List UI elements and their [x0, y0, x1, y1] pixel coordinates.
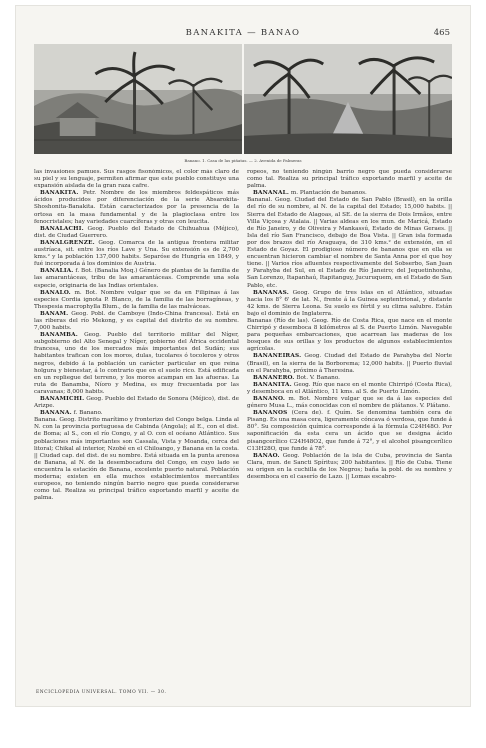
photo-strip [34, 44, 452, 154]
entry-headword: BANAKITA. [40, 190, 79, 197]
entry-headword: BANALO. [40, 289, 71, 296]
dictionary-entry [247, 318, 452, 353]
entry-text: Geog. Población de la isla de Cuba, provincia de Santa Clara, mun. de Sancti Spíritus; 200 habitantes. || Río de Cuba. Tiene su origen en la cuchilla de los Negros; baña la pobl. de su nombre y desemboca en el caserío de Lazo. || Lomas escabro- [247, 452, 452, 481]
dictionary-entry [34, 290, 239, 311]
article-body [34, 169, 452, 689]
entry-text: m. Plantación de bananos. [290, 190, 367, 197]
entry-text: Bananal. Geog. Ciudad del Estado de San Pablo (Brasil), en la orilla del río de su nombre, al N. de la capital del Estado; 15,000 habits. || Sierra del Estado de Alagoas, al SE. de la sierra de Dois Irmãos, entre Villa Viçosa y Atalaia. || Varias aldeas en los mun. de Maricá, Estado de Río Janeiro, y de Oliveira y Mankassú, Estado de Minas Geraes. || Isla del río San Francisco, debajo de Boa Vista. || Gran isla formada por dos brazos del río Araguaya, de 310 kms.² de extensión, en el Estado de Goyaz. El prodigioso número de bananos que en ella se encuentran hicieron cambiar el nombre de Santa Anna por el que hoy tiene. || Varios ríos afluentes respectivamente del Sobserbo, San Juan y Parahyba del Sul, en el Estado de Río Janeiro; del Jequetinhonha, San Lorenzo, Itapanhaú, Itapitanguy, Jucuruquem, en el Estado de San Pablo, etc. [247, 197, 452, 289]
entry-headword: BANANOS [253, 410, 288, 417]
dictionary-entry [34, 268, 239, 289]
photo-palm-avenue [244, 44, 452, 154]
dictionary-entry [34, 190, 239, 225]
dictionary-entry [247, 290, 452, 318]
page-number: 465 [433, 28, 450, 38]
dictionary-entry [34, 226, 239, 240]
entry-headword: BANAM. [40, 310, 69, 317]
entry-headword: BANAMICHI. [40, 396, 85, 402]
entry-headword: BANANEIRAS. [253, 353, 302, 360]
dictionary-entry [247, 410, 452, 453]
right-column [247, 169, 452, 689]
entry-headword: BANALIA. [40, 268, 74, 275]
entry-text: ropeos, no teniendo ningún barrio negro que pueda considerarse como tal. Realiza su principal tráfico exportando marfil y aceite de palma. [247, 169, 452, 190]
entry-text: m. Bot. Nombre vulgar que se da á las especies del género Musa L., más conocidas con el nombre de plátanos. V. Plátano. [247, 396, 452, 410]
footer-signature: ENCICLOPEDIA UNIVERSAL. TOMO VII. — 30. [36, 690, 167, 695]
entry-text: las invasiones pamues. Sus rasgos fisonómicos, el color más claro de su piel y su lenguaje, permiten afirmar que este pueblo constituye una expansión aislada de la gran raza cafre. [34, 169, 239, 190]
entry-text: Geog. Pueblo del territorio militar del Níger, subgobierno del Alto Senegal y Níger, gobierno del África occidental francesa, uno de los mercados más importantes del Sudán; sus habitantes trafican con los moros, dulas, tucolares ó tocoleros y otros negros, debido á la población un carácter particular en que reina holgura y bienestar, á lo contrario que en el suelo rico. Está edificada en un repliegue del terreno, y los moros acampan en las afueras. La ruta de Banamba, Níoro y Medina, es muy frecuentada por las caravanas; 8,000 habits. [34, 332, 239, 395]
left-column [34, 169, 239, 689]
running-header [16, 28, 470, 42]
entry-headword: BANANA. [40, 410, 72, 417]
figure-caption: Banano. 1. Casa de las piñatas. — 2. Avenida de Palmeras [184, 158, 302, 163]
dictionary-entry [247, 353, 452, 374]
dictionary-entry [247, 382, 452, 396]
entry-text: Geog. Comarca de la antigua frontera militar austríaca, sit. entre los ríos Lave y Una. Su extensión es de 2,700 kms.² y la población 137,000 habits. Separóse de Hungría en 1849, y fué incorporada á los dominios de Austria. [34, 239, 239, 268]
entry-headword: BANANAL. [253, 190, 290, 197]
page [16, 6, 470, 706]
photo-banana-grove-house [34, 44, 242, 154]
dictionary-entry [247, 197, 452, 289]
entry-text: Geog. Grupo de tres islas en el Atlántico, situadas hacia los 8° 6' de lat. N., frente á la Guinea septentrional, y distante 42 kms. de Sierra Leona. Su suelo es fértil y su clima salubre. Están bajo el dominio de Inglaterra. [247, 289, 452, 317]
page-title: BANAKITA — BANAO [185, 28, 301, 38]
entry-text: f. Banano. [73, 410, 103, 417]
entry-headword: BANAMBA. [40, 332, 78, 339]
entry-headword: BANALACHI. [40, 225, 84, 232]
dictionary-entry [34, 311, 239, 332]
dictionary-entry [247, 396, 452, 410]
entry-headword: BANALGRENZE. [40, 239, 95, 246]
entry-text: Geog. Pueblo del Estado de Sonora (Méjico), dist. de Arizpe. [34, 396, 239, 410]
entry-text: (Cera de). f. Quím. Se denomina también cera de Pisang. Es una masa cera, ligeramente cóncava ó verdosa, que funde á 80°. Su composición química corresponde á la fórmula C24H48O. Por saponificación da esta cera un ácido que se designa ácido pisangcerílico C24H48O2, que funde á 72°, y el alcohol pisangcerílico C13H28O, que funde á 78°. [247, 410, 452, 452]
entry-headword: BANAO. [253, 452, 280, 459]
entry-text: Geog. Pueblo del Estado de Chihuahua (Méjico), dist. de Ciudad Guerrero. [34, 225, 239, 239]
dictionary-entry [34, 417, 239, 502]
entry-text: Bot. V. Banano. [296, 374, 340, 381]
entry-text: Banana. Geog. Distrito marítimo y fronterizo del Congo belga. Linda al N. con la provincia portuguesa de Cabinda (Angola); al E., con el dist. de Boma; al S., con el río Congo, y al O. con el océano Atlántico. Sus poblaciones más importantes son Cassala, Vista y Moanda, cerca del litoral; Chikal al interior, Nzobé en el Chiloango, y Banana en la costa. || Ciudad cap. del dist. de su nombre. Está situada en la punta arenosa de Banana, al N. de la desembocadura del Congo, en cuyo lado se encuentra la estación de Banana, excelente puerto natural. Población moderna; existen en ella muchos establecimientos mercantiles europeos, no teniendo ningún barrio negro que pueda considerarse como tal. Realiza su principal tráfico exportando marfil y aceite de palma. [34, 417, 239, 502]
entry-text: Geog. Río que nace en el monte Chirripó (Costa Rica), y desemboca en el Atlántico, 11 kms. al S. de Puerto Limón. [247, 381, 452, 395]
dictionary-entry [34, 240, 239, 268]
entry-text: m. Bot. Nombre vulgar que se da en Filipinas á las especies Cordia ignota P. Blanco, de la familia de las borragíneas, y Thespesia macrophylla Blum., de la familia de las malváceas. [34, 289, 239, 310]
dictionary-entry [34, 396, 239, 410]
dictionary-entry [247, 453, 452, 481]
dictionary-entry [34, 332, 239, 396]
entry-text: Geog. Pobl. de Camboye (Indo-China francesa). Está en las riberas del río Mekong, y es capital del distrito de su nombre. 7,000 habits. [34, 310, 239, 332]
dictionary-entry [247, 169, 452, 190]
entry-text: f. Bot. (Banalia Moq.) Género de plantas de la familia de las amarantáceas, tribu de las amarantáceas. Comprende una sola especie, originaria de las Indias orientales. [34, 268, 239, 289]
dictionary-entry [247, 375, 452, 382]
entry-headword: BANANITA. [253, 381, 292, 388]
dictionary-entry [34, 169, 239, 190]
entry-headword: BANANO. [253, 396, 286, 402]
entry-text: Petr. Nombre de los miembros feldespáticos más ácidos producidos por diferenciación de la serie Absarokita-Shoshonita-Banakita. Están caracterizados por la presencia de la ortosa en la masa fundamental y de la plagioclasa entre los fenocristales; hay variedades cuarcíferas y otras con leucita. [34, 190, 239, 225]
entry-headword: BANANAS. [253, 289, 289, 296]
entry-text: Geog. Ciudad del Estado de Parahyba del Norte (Brasil), en la sierra de la Borborema; 12,000 habits. || Puerto fluvial en el Parahyba, próximo á Theresina. [247, 353, 452, 374]
entry-text: Bananas (Río de las). Geog. Río de Costa Rica, que nace en el monte Chirripó y desemboca 8 kilómetros al S. de Puerto Limón. Navegable para pequeñas embarcaciones, que acarrean las maderas de los bosques de sus orillas y los productos de algunos establecimientos agrícolas. [247, 317, 452, 353]
entry-headword: BANANERO. [253, 374, 295, 381]
